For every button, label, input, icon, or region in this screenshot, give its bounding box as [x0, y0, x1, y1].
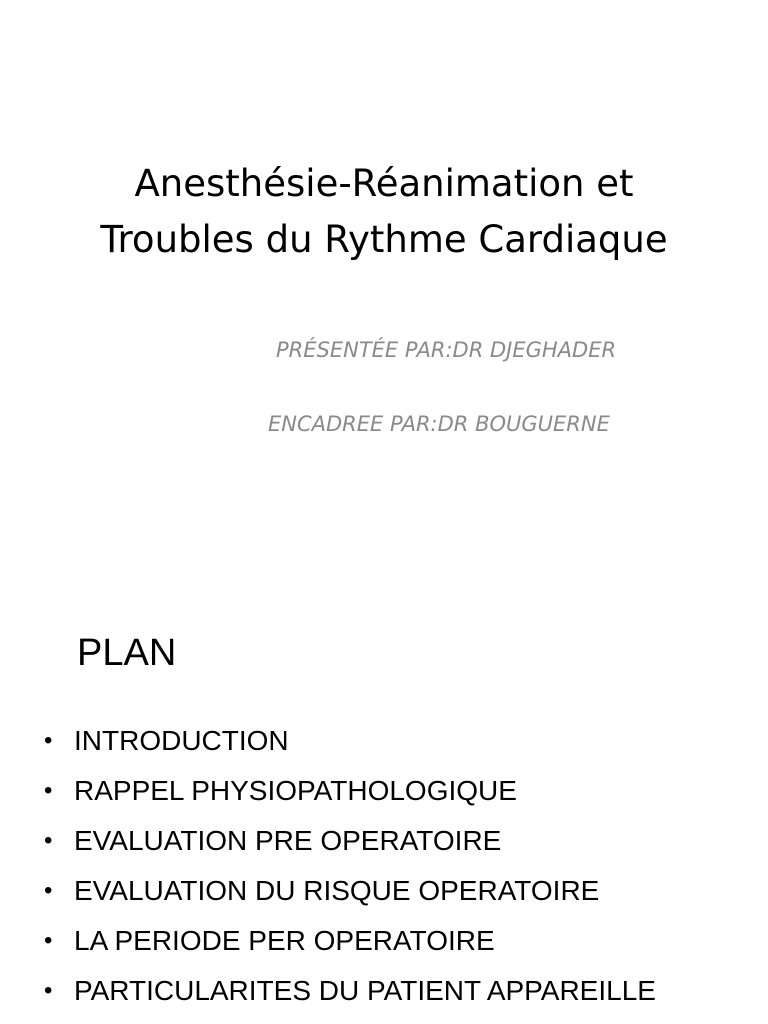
slide-title: [40, 156, 728, 268]
plan-item: [44, 872, 656, 922]
plan-title: PLAN: [77, 632, 177, 674]
plan-item-label: EVALUATION DU RISQUE OPERATOIRE: [74, 875, 600, 906]
presenter-text: PRÉSENTÉE PAR:DR DJEGHADER: [276, 338, 617, 362]
plan-item: [44, 972, 656, 1022]
plan-item-label: PARTICULARITES DU PATIENT APPAREILLE: [74, 975, 656, 1006]
bullet-icon: •: [44, 927, 53, 954]
slide-title-line-2: Troubles du Rythme Cardiaque: [100, 218, 668, 261]
plan-list: [44, 722, 656, 1022]
supervisor-text: ENCADREE PAR:DR BOUGUERNE: [268, 412, 610, 436]
plan-item: [44, 772, 656, 822]
bullet-icon: •: [44, 727, 53, 754]
plan-item-label: INTRODUCTION: [74, 725, 289, 756]
slide-title-line-1: Anesthésie-Réanimation et: [134, 162, 634, 205]
plan-item-label: EVALUATION PRE OPERATOIRE: [74, 825, 502, 856]
plan-item: [44, 922, 656, 972]
plan-item-label: RAPPEL PHYSIOPATHOLOGIQUE: [74, 775, 517, 806]
plan-item: [44, 722, 656, 772]
bullet-icon: •: [44, 877, 53, 904]
plan-slide: [0, 576, 768, 1024]
plan-item-label: LA PERIODE PER OPERATOIRE: [74, 925, 495, 956]
bullet-icon: •: [44, 827, 53, 854]
bullet-icon: •: [44, 777, 53, 804]
plan-item: [44, 822, 656, 872]
bullet-icon: •: [44, 977, 53, 1004]
